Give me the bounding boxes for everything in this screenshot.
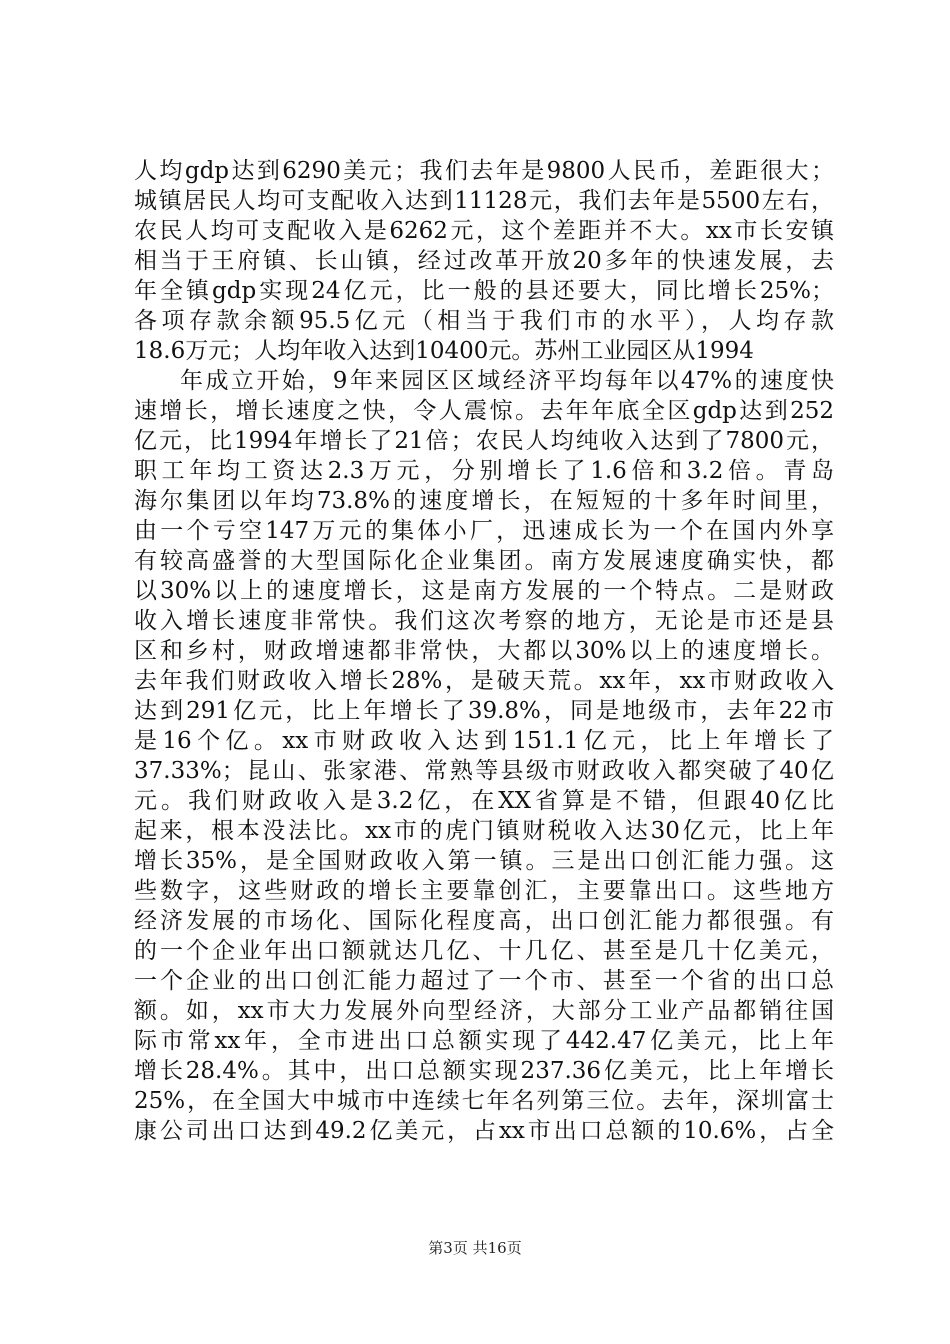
text-line: 25%，在全国大中城市中连续七年名列第三位。去年，深圳富士 (134, 1088, 834, 1114)
text-line: 的一个企业年出口额就达几亿、十几亿、甚至是几十亿美元， (134, 938, 834, 964)
text-line: 有较高盛誉的大型国际化企业集团。南方发展速度确实快，都 (134, 548, 834, 574)
text-line: 年全镇gdp实现24亿元，比一般的县还要大，同比增长25%； (134, 278, 834, 304)
text-line: 区和乡村，财政增速都非常快，大都以30%以上的速度增长。 (134, 638, 834, 664)
text-line: 一个企业的出口创汇能力超过了一个市、甚至一个省的出口总 (134, 968, 834, 994)
text-line: 去年我们财政收入增长28%，是破天荒。xx年，xx市财政收入 (134, 668, 834, 694)
text-line: 收入增长速度非常快。我们这次考察的地方，无论是市还是县 (134, 608, 834, 634)
page-footer (0, 1238, 950, 1258)
text-line: 以30%以上的速度增长，这是南方发展的一个特点。二是财政 (134, 578, 834, 604)
text-line: 些数字，这些财政的增长主要靠创汇，主要靠出口。这些地方 (134, 878, 834, 904)
text-line: 元。我们财政收入是3.2亿，在XX省算是不错，但跟40亿比 (134, 788, 834, 814)
text-line: 增长28.4%。其中，出口总额实现237.36亿美元，比上年增长 (134, 1058, 834, 1084)
text-line: 年成立开始，9年来园区区域经济平均每年以47%的速度快 (180, 368, 834, 394)
page-number-label: 第3页 共16页 (428, 1239, 522, 1257)
text-line: 人均gdp达到6290美元；我们去年是9800人民币，差距很大； (134, 158, 834, 184)
text-line: 亿元，比1994年增长了21倍；农民人均纯收入达到了7800元， (134, 428, 834, 454)
text-line: 37.33%；昆山、张家港、常熟等县级市财政收入都突破了40亿 (134, 758, 834, 784)
body-text (134, 156, 834, 1146)
text-line: 城镇居民人均可支配收入达到11128元，我们去年是5500左右， (134, 188, 834, 214)
text-line: 职工年均工资达2.3万元，分别增长了1.6倍和3.2倍。青岛 (134, 458, 834, 484)
text-line: 经济发展的市场化、国际化程度高，出口创汇能力都很强。有 (134, 908, 834, 934)
text-line: 是16个亿。xx市财政收入达到151.1亿元，比上年增长了 (134, 728, 834, 754)
text-line: 增长35%，是全国财政收入第一镇。三是出口创汇能力强。这 (134, 848, 834, 874)
text-line: 速增长，增长速度之快，令人震惊。去年年底全区gdp达到252 (134, 398, 834, 424)
text-line: 各项存款余额95.5亿元（相当于我们市的水平），人均存款 (134, 308, 834, 334)
text-line: 际市常xx年，全市进出口总额实现了442.47亿美元，比上年 (134, 1028, 834, 1054)
text-line: 起来，根本没法比。xx市的虎门镇财税收入达30亿元，比上年 (134, 818, 834, 844)
text-line: 相当于王府镇、长山镇，经过改革开放20多年的快速发展，去 (134, 248, 834, 274)
text-line: 额。如，xx市大力发展外向型经济，大部分工业产品都销往国 (134, 998, 834, 1024)
text-line: 农民人均可支配收入是6262元，这个差距并不大。xx市长安镇 (134, 218, 834, 244)
text-line: 由一个亏空147万元的集体小厂，迅速成长为一个在国内外享 (134, 518, 834, 544)
text-line: 18.6万元；人均年收入达到10400元。苏州工业园区从1994 (134, 338, 754, 364)
text-line: 海尔集团以年均73.8%的速度增长，在短短的十多年时间里， (134, 488, 834, 514)
text-line: 达到291亿元，比上年增长了39.8%，同是地级市，去年22市 (134, 698, 834, 724)
text-line: 康公司出口达到49.2亿美元，占xx市出口总额的10.6%，占全 (134, 1118, 834, 1144)
